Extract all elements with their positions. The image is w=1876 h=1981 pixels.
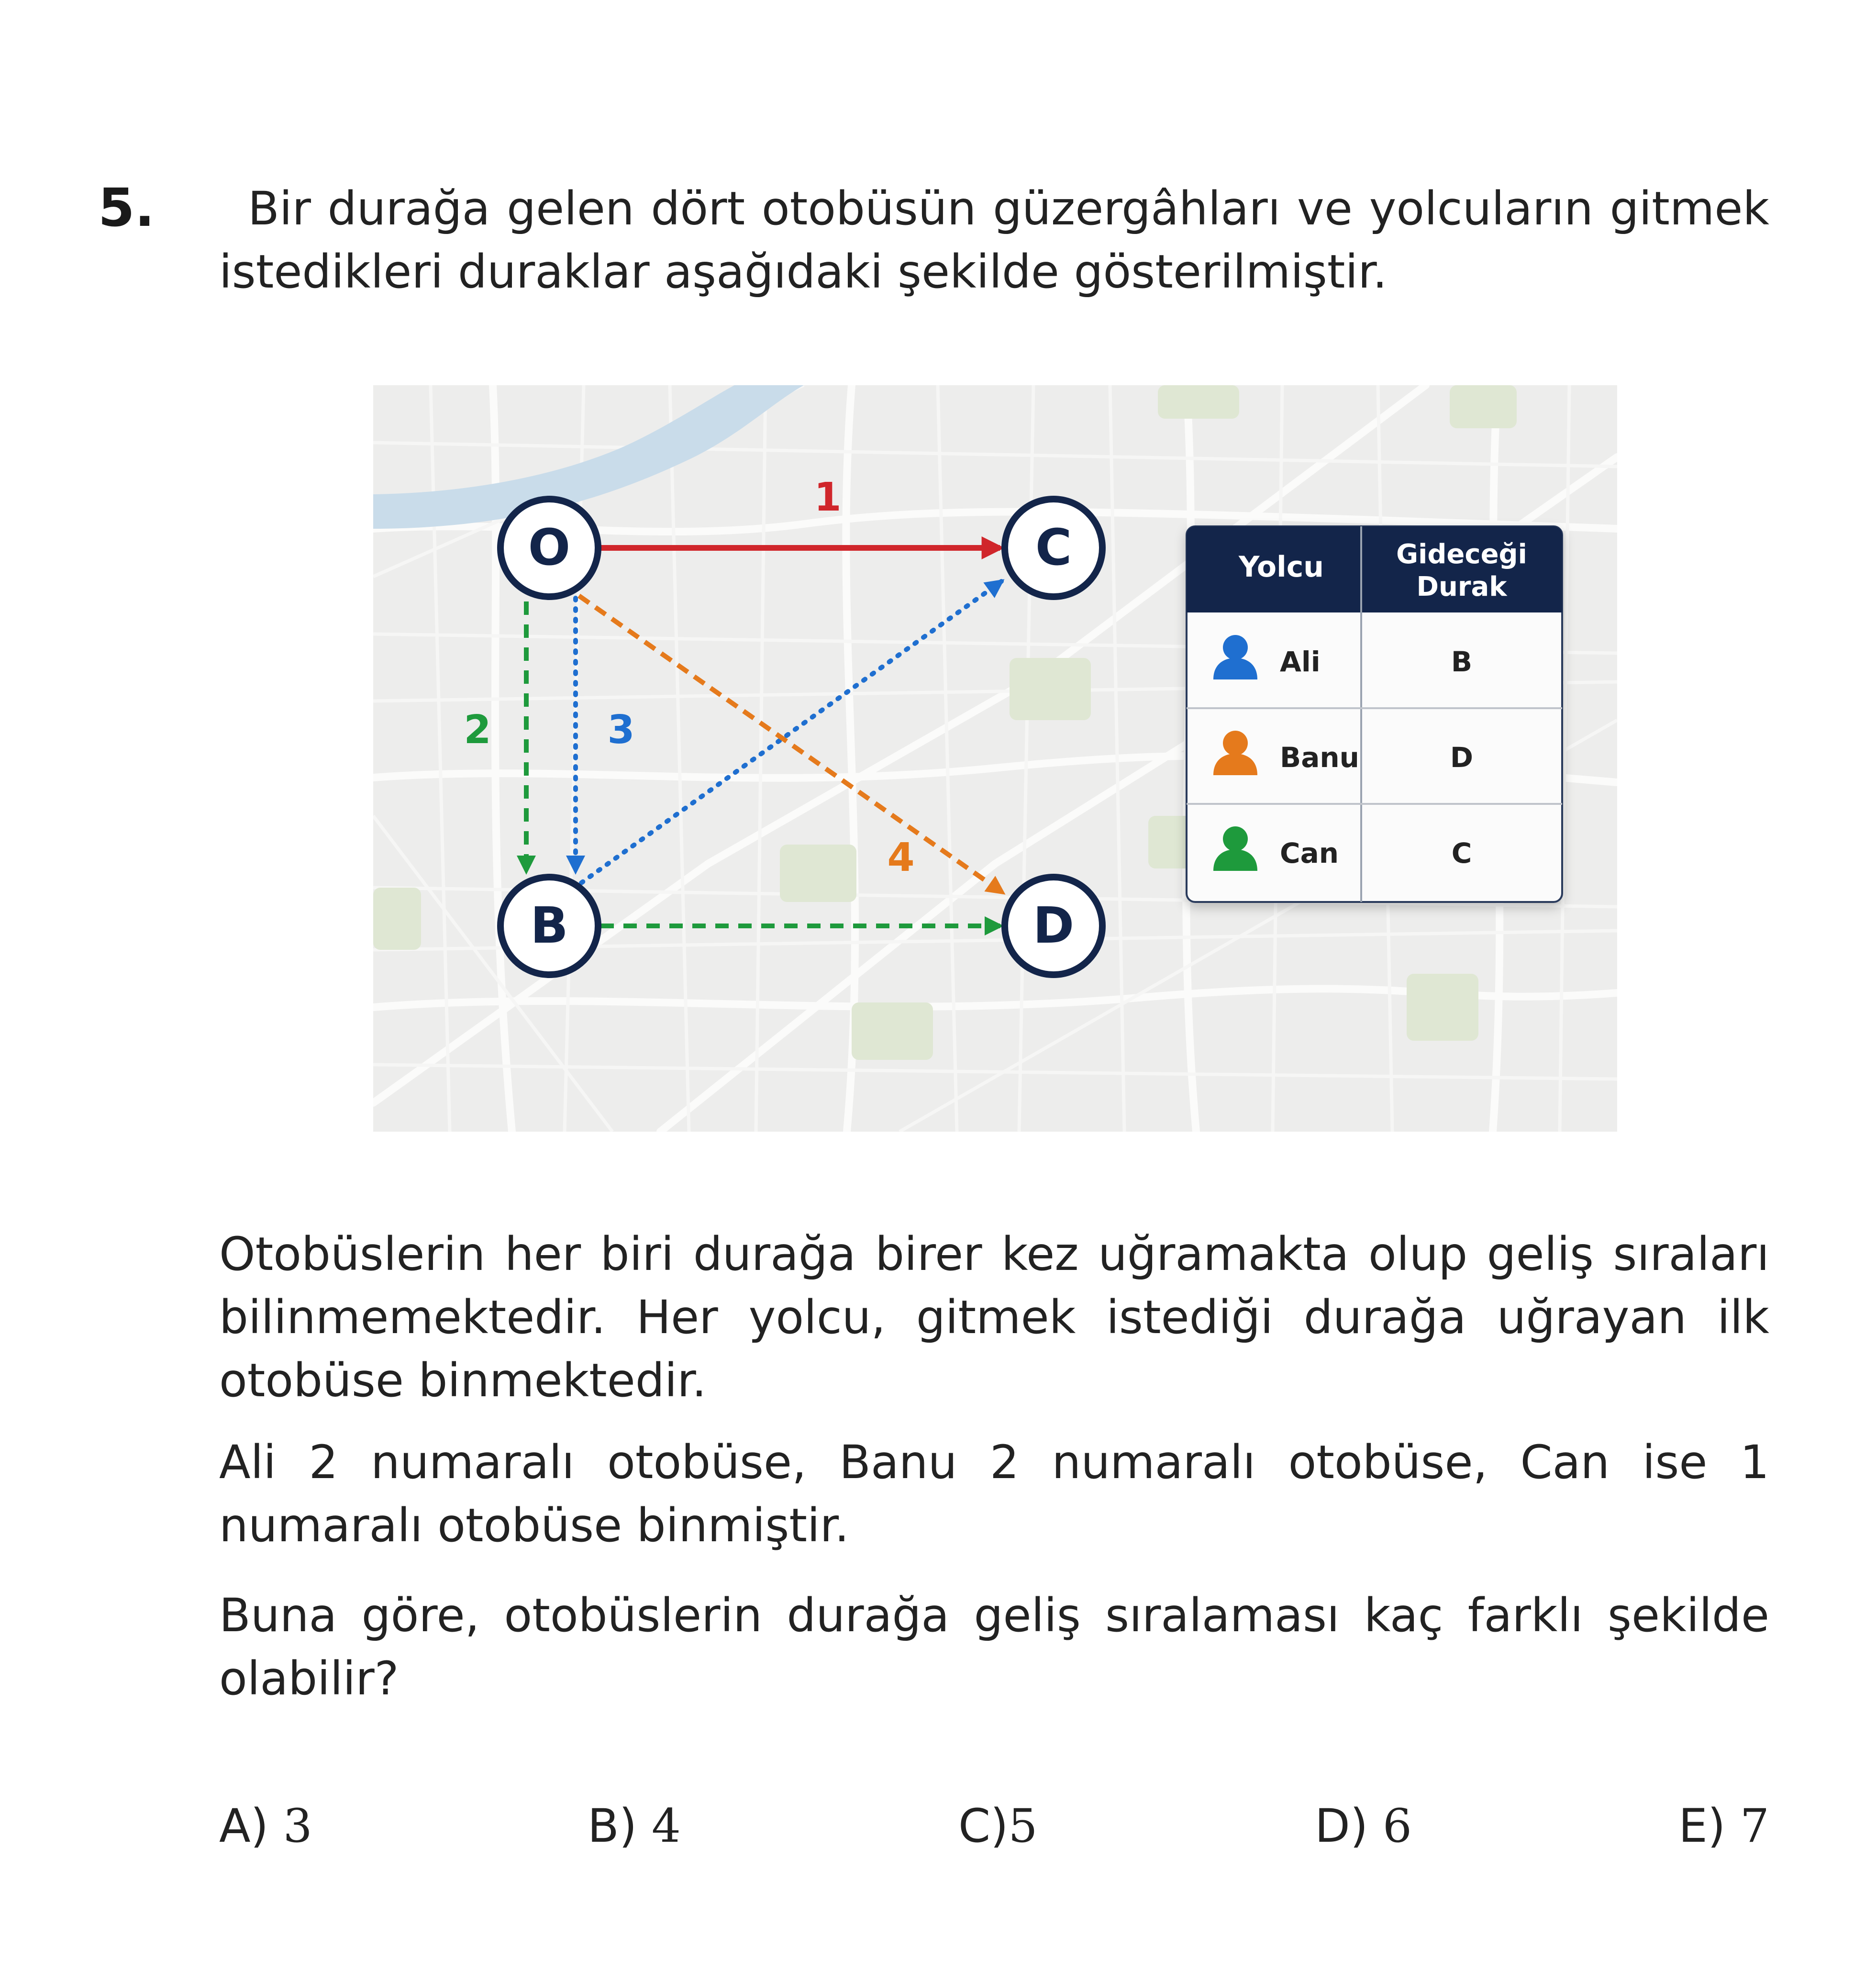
option-e[interactable] — [1678, 1799, 1769, 1853]
stop-d — [1005, 877, 1102, 975]
route-map — [373, 385, 1617, 1132]
option-value: 7 — [1740, 1799, 1769, 1853]
stop-b — [500, 877, 598, 975]
route-2-label: 2 — [464, 707, 491, 753]
question-number: 5. — [98, 177, 155, 238]
question-paragraph-1: Otobüslerin her biri durağa birer kez uğramakta olup geliş sıraları bilinmemektedir. Her yolcu, gitmek istediği durağa uğrayan ilk otobüse binmektedir. — [219, 1227, 1769, 1407]
option-letter: B) — [588, 1799, 637, 1853]
route-4-label: 4 — [887, 835, 915, 880]
table-header-stop-line2: Durak — [1416, 571, 1507, 602]
option-c[interactable] — [958, 1799, 1038, 1853]
table-header-passenger: Yolcu — [1238, 550, 1324, 584]
option-a[interactable] — [219, 1799, 312, 1853]
option-letter: D) — [1315, 1799, 1368, 1853]
passenger-name: Can — [1280, 837, 1339, 869]
option-value: 5 — [1008, 1799, 1038, 1853]
question-paragraph-2: Ali 2 numaralı otobüse, Banu 2 numaralı otobüse, Can ise 1 numaralı otobüse binmiştir. — [219, 1436, 1769, 1552]
stop-o-label: O — [528, 518, 571, 577]
route-1-label: 1 — [814, 475, 842, 520]
answer-options — [219, 1799, 1769, 1866]
stop-c — [1005, 499, 1102, 597]
table-header-stop-line1: Gideceği — [1396, 539, 1527, 570]
stop-b-label: B — [530, 896, 568, 955]
stop-c-label: C — [1035, 518, 1072, 577]
option-d[interactable] — [1315, 1799, 1412, 1853]
passenger-name: Ali — [1280, 645, 1321, 678]
option-value: 6 — [1382, 1799, 1412, 1853]
stop-o — [500, 499, 598, 597]
option-letter: E) — [1678, 1799, 1726, 1853]
route-map-figure — [373, 385, 1617, 1132]
question-intro: Bir durağa gelen dört otobüsün güzergâhları ve yolcuların gitmek istedikleri duraklar aşağıdaki şekilde gösterilmiştir. — [219, 182, 1769, 299]
passenger-stop: B — [1451, 645, 1473, 678]
stop-d-label: D — [1032, 896, 1075, 955]
passenger-stop: D — [1450, 741, 1474, 774]
option-b[interactable] — [588, 1799, 681, 1853]
passenger-name: Banu — [1280, 741, 1359, 774]
option-value: 3 — [283, 1799, 312, 1853]
option-value: 4 — [651, 1799, 681, 1853]
option-letter: C) — [958, 1799, 1009, 1853]
route-3-label: 3 — [607, 707, 635, 753]
passenger-stop: C — [1451, 837, 1472, 869]
option-letter: A) — [219, 1799, 269, 1853]
question-paragraph-3: Buna göre, otobüslerin durağa geliş sıralaması kaç farklı şekilde olabilir? — [219, 1589, 1769, 1705]
